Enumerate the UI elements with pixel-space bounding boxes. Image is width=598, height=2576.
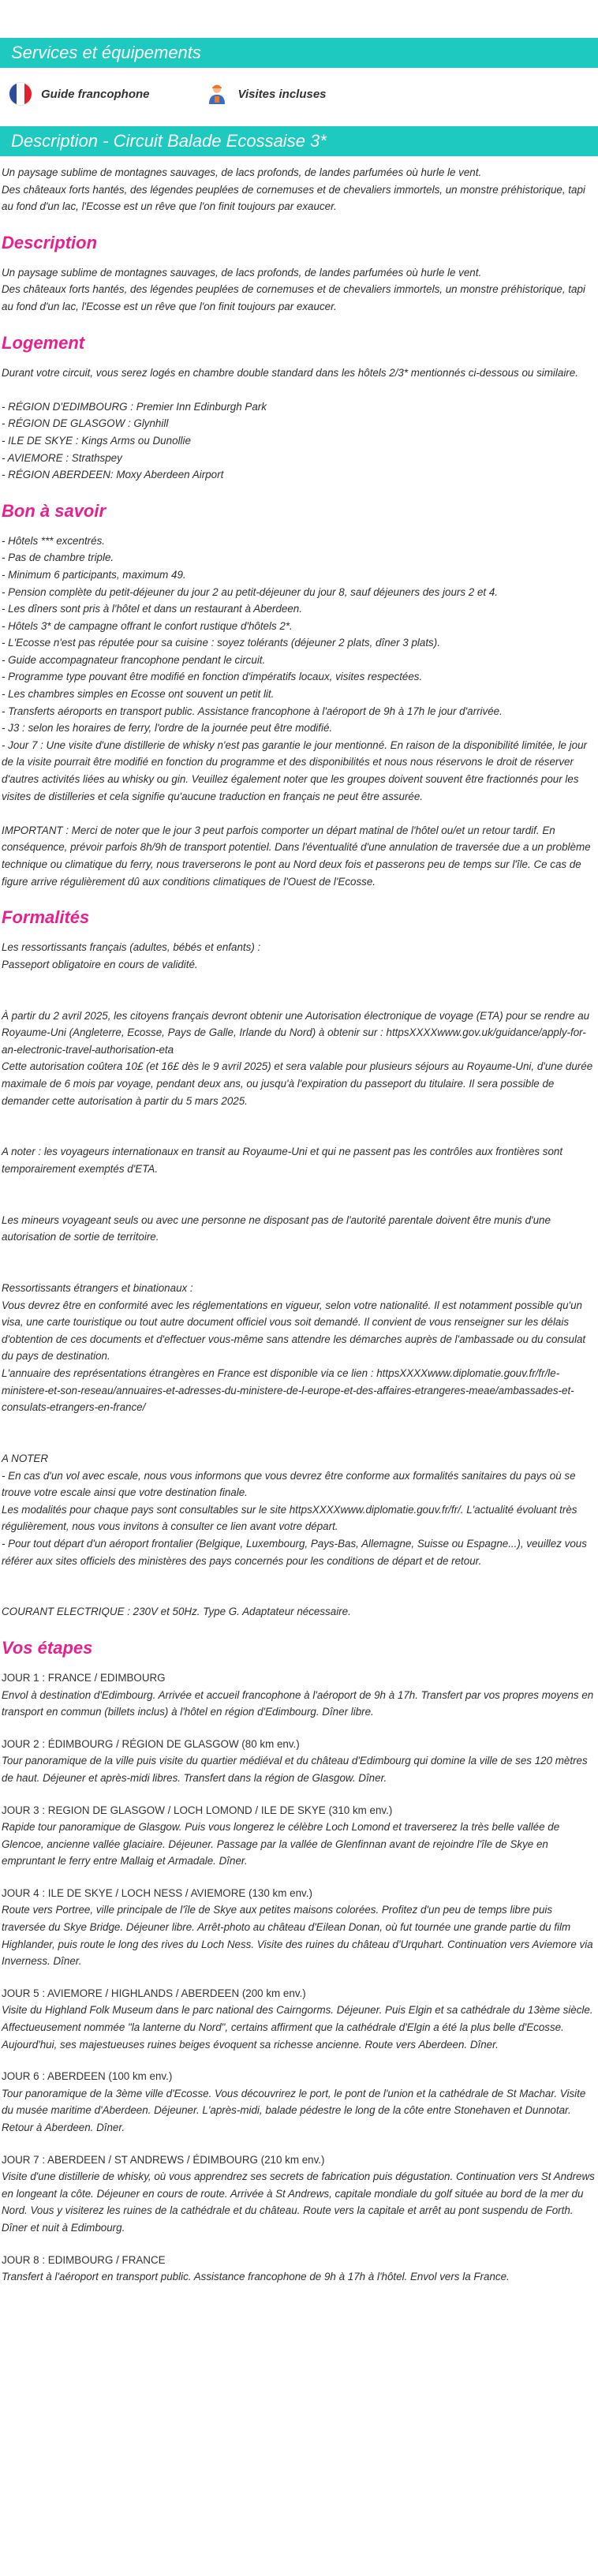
features-row bbox=[0, 68, 598, 120]
formalites-text: Les ressortissants français (adultes, bébés et enfants) : Passeport obligatoire en cours de validité. À partir du 2 avril 2025, les citoyens français devront obtenir une Autorisation électronique de voyage (ETA) pour se rendre au Royaume-Uni (Angleterre, Ecosse, Pays de Galle, Irlande du Nord) à obtenir sur : httpsXXXXwww.gov.uk/guidance/apply-for-an-electronic-travel-authorisation-eta Cette autorisation coûtera 10£ (et 16£ dès le 9 avril 2025) et sera valable pour plusieurs séjours au Royaume-Uni, d'une durée maximale de 6 mois par voyage, pendant deux ans, ou jusqu'à l'expiration du passeport du titulaire. Il sera possible de demander cette autorisation à partir du 5 mars 2025. A noter : les voyageurs internationaux en transit au Royaume-Uni et qui ne passent pas les contrôles aux frontières sont temporairement exemptés d'ETA. Les mineurs voyageant seuls ou avec une personne ne disposant pas de l'autorité parentale doivent être munis d'une autorisation de sortie de territoire. Ressortissants étrangers et binationaux : Vous devrez être en conformité avec les réglementations en vigueur, selon votre nationalité. Il est notamment possible qu'un visa, une carte touristique ou tout autre document officiel vous soit demandé. Il convient de vous renseigner sur les délais d'obtention de ces documents et d'effectuer vous-même sans attendre les démarches auprès de l'ambassade ou du consulat du pays de destination. L'annuaire des représentations étrangères en France est disponible via ce lien : httpsXXXXwww.diplomatie.gouv.fr/fr/le-ministere-et-son-reseau/annuaires-et-adresses-du-ministere-de-l-europe-et-des-affaires-etrangeres-meae/ambassades-et-consulats-etrangers-en-france/ A NOTER - En cas d'un vol avec escale, nous vous informons que vous devrez être conforme aux formalités sanitaires du pays où se trouve votre escale ainsi que votre destination finale. Les modalités pour chaque pays sont consultables sur le site httpsXXXXwww.diplomatie.gouv.fr/fr/. L'actualité évoluant très régulièrement, nous vous invitons à consulter ce lien avant votre départ. - Pour tout départ d'un aéroport frontalier (Belgique, Luxembourg, Pays-Bas, Allemagne, Suisse ou Espagne...), veuillez vous référer aux sites officiels des ministères des pays concernés pour les conditions de départ et de retour. COURANT ELECTRIQUE : 230V et 50Hz. Type G. Adaptateur nécessaire. bbox=[2, 941, 593, 1618]
step-item bbox=[2, 1669, 596, 1721]
logement-text: Durant votre circuit, vous serez logés en chambre double standard dans les hôtels 2/3* mentionnés ci-dessous ou similaire. - RÉGION D'EDIMBOURG : Premier Inn Edinburgh Park - RÉGION DE GLASGOW : Glynhill - ILE DE SKYE : Kings Arms ou Dunollie - AVIEMORE : Strathspey - RÉGION ABERDEEN: Moxy Aberdeen Airport bbox=[2, 366, 578, 481]
step-title: JOUR 7 : ABERDEEN / ST ANDREWS / ÉDIMBOURG (210 km env.) bbox=[2, 2153, 325, 2166]
services-title: Services et équipements bbox=[11, 43, 201, 62]
description-heading: Description bbox=[2, 232, 98, 252]
step-item bbox=[2, 1736, 596, 1787]
step-title: JOUR 6 : ABERDEEN (100 km env.) bbox=[2, 2070, 173, 2083]
step-item bbox=[2, 1985, 596, 2053]
steps-list bbox=[2, 1669, 596, 2286]
description-bar bbox=[0, 126, 598, 156]
logement-heading: Logement bbox=[2, 332, 85, 353]
description-bar-title: Description - Circuit Balade Ecossaise 3* bbox=[11, 131, 327, 151]
step-title: JOUR 4 : ILE DE SKYE / LOCH NESS / AVIEMORE (130 km env.) bbox=[2, 1886, 312, 1899]
step-item bbox=[2, 2252, 596, 2286]
step-item bbox=[2, 1802, 596, 1870]
feature-guide-label: Guide francophone bbox=[41, 87, 150, 101]
step-title: JOUR 1 : FRANCE / EDIMBOURG bbox=[2, 1671, 166, 1684]
step-text: Visite du Highland Folk Museum dans le parc national des Cairngorms. Déjeuner. Puis Elgin et sa cathédrale du 13ème siècle. Affectueusement nommée "la lanterne du Nord", certains affirment que la cathédrale d'Elgin a été la plus belle d'Ecosse. Aujourd'hui, ses majestueuses ruines beiges évoquent sa richesse ancienne. Route vers Aberdeen. Dîner. bbox=[2, 2004, 593, 2051]
etapes-heading: Vos étapes bbox=[2, 1637, 93, 1658]
formalites-heading: Formalités bbox=[2, 907, 90, 928]
step-text: Rapide tour panoramique de Glasgow. Puis vous longerez le célèbre Loch Lomond et traverserez la très belle vallée de Glencoe, ancienne vallée glaciaire. Déjeuner. Passage par la vallée de Glenfinnan avant de rejoindre l'île de Skye en empruntant le ferry entre Mallaig et Armadale. Dîner. bbox=[2, 1821, 560, 1868]
bon-a-savoir-heading: Bon à savoir bbox=[2, 500, 107, 521]
main-content bbox=[0, 164, 598, 2286]
step-title: JOUR 2 : ÉDIMBOURG / RÉGION DE GLASGOW (80 km env.) bbox=[2, 1737, 300, 1750]
description-text: Un paysage sublime de montagnes sauvages, de lacs profonds, de landes parfumées où hurle le vent. Des châteaux forts hantés, des légendes peuplées de cornemuses et de chevaliers immortels, un monstre préhistorique, tapi au fond d'un lac, l'Ecosse est un rêve que l'on finit toujours par exaucer. bbox=[2, 266, 585, 312]
bon-a-savoir-text: - Hôtels *** excentrés. - Pas de chambre triple. - Minimum 6 participants, maximum 49. - Pension complète du petit-déjeuner du jour 2 au petit-déjeuner du jour 8, sauf déjeuners des jours 2 et 4. - Les dîners sont pris à l'hôtel et dans un restaurant à Aberdeen. - Hôtels 3* de campagne offrant le confort rustique d'hôtels 2*. - L'Ecosse n'est pas réputée pour sa cuisine : soyez tolérants (déjeuner 2 plats, dîner 3 plats). - Guide accompagnateur francophone pendant le circuit. - Programme type pouvant être modifié en fonction d'impératifs locaux, visites respectées. - Les chambres simples en Ecosse ont souvent un petit lit. - Transferts aéroports en transport public. Assistance francophone à l'aéroport de 9h à 17h le jour d'arrivée. - J3 : selon les horaires de ferry, l'ordre de la journée peut être modifié. - Jour 7 : Une visite d'une distillerie de whisky n'est pas garantie le jour mentionné. En raison de la disponibilité limitée, le jour de la visite pourrait être modifié en fonction du programme et des disponibilités et nous nous réservons le droit de réserver d'autres activités liées au whisky ou gin. Veuillez également noter que les groupes doivent souvent être fractionnés pour les visites de distilleries et cela signifie qu'aucune traduction en français ne peut être assurée. IMPORTANT : Merci de noter que le jour 3 peut parfois comporter un départ matinal de l'hôtel ou/et un retour tardif. En conséquence, prévoir parfois 8h/9h de transport potentiel. Dans l'éventualité d'une annulation de traversée due a un problème technique ou climatique du ferry, nous traverserons le pont au Nord deux fois et passerons peu de temps sur l'île. Ce cas de figure arrive régulièrement dû aux conditions climatiques de l'Ouest de l'Ecosse. bbox=[2, 534, 591, 888]
step-title: JOUR 8 : EDIMBOURG / FRANCE bbox=[2, 2253, 166, 2266]
page bbox=[0, 38, 598, 2286]
step-text: Route vers Portree, ville principale de l'île de Skye aux petites maisons colorées. Profitez d'un peu de temps libre puis traversée du Skye Bridge. Déjeuner libre. Arrêt-photo au château d'Eilean Donan, où fut tournée une grande partie du film Highlander, puis route le long des rives du Loch Ness. Visite des ruines du château d'Urquhart. Continuation vers Aviemore via Inverness. Dîner. bbox=[2, 1904, 593, 1968]
feature-visits bbox=[205, 82, 327, 106]
feature-guide bbox=[9, 83, 150, 105]
step-title: JOUR 3 : REGION DE GLASGOW / LOCH LOMOND / ILE DE SKYE (310 km env.) bbox=[2, 1804, 393, 1816]
step-item bbox=[2, 1885, 596, 1970]
step-item bbox=[2, 2068, 596, 2136]
step-title: JOUR 5 : AVIEMORE / HIGHLANDS / ABERDEEN (200 km env.) bbox=[2, 1987, 306, 1999]
french-flag-icon bbox=[9, 83, 32, 105]
step-text: Transfert à l'aéroport en transport public. Assistance francophone de 9h à 17h à l'hôtel. Envol vers la France. bbox=[2, 2271, 510, 2283]
step-item bbox=[2, 2152, 596, 2237]
feature-visits-label: Visites incluses bbox=[237, 87, 327, 101]
step-text: Envol à destination d'Edimbourg. Arrivée et accueil francophone à l'aéroport de 9h à 17h. Transfert par vos propres moyens en transport en commun (billets inclus) à l'hôtel en région d'Edimbourg. Dîner libre. bbox=[2, 1688, 594, 1718]
services-bar bbox=[0, 38, 598, 68]
step-text: Tour panoramique de la 3ème ville d'Ecosse. Vous découvrirez le port, le pont de l'union et la cathédrale de St Machar. Visite du musée maritime d'Aberdeen. Déjeuner. L'après-midi, balade pédestre le long de la côte entre Stonehaven et Dunnotar. Retour à Aberdeen. Dîner. bbox=[2, 2087, 586, 2133]
visit-person-icon bbox=[205, 82, 229, 106]
step-text: Visite d'une distillerie de whisky, où vous apprendrez ses secrets de fabrication puis dégustation. Continuation vers St Andrews en longeant la côte. Déjeuner en cours de route. Arrivée à St Andrews, capitale mondiale du golf située au bord de la mer du Nord. Vous y visiterez les ruines de la cathédrale et du château. Route vers la capitale et arrêt au pont suspendu de Forth. Dîner et nuit à Edimbourg. bbox=[2, 2170, 595, 2234]
step-text: Tour panoramique de la ville puis visite du quartier médiéval et du château d'Edimbourg qui domine la ville de ses 120 mètres de haut. Déjeuner et après-midi libres. Transfert dans la région de Glasgow. Dîner. bbox=[2, 1755, 588, 1784]
intro-text: Un paysage sublime de montagnes sauvages, de lacs profonds, de landes parfumées où hurle le vent. Des châteaux forts hantés, des légendes peuplées de cornemuses et de chevaliers immortels, un monstre préhistorique, tapi au fond d'un lac, l'Ecosse est un rêve que l'on finit toujours par exaucer. bbox=[2, 166, 585, 213]
